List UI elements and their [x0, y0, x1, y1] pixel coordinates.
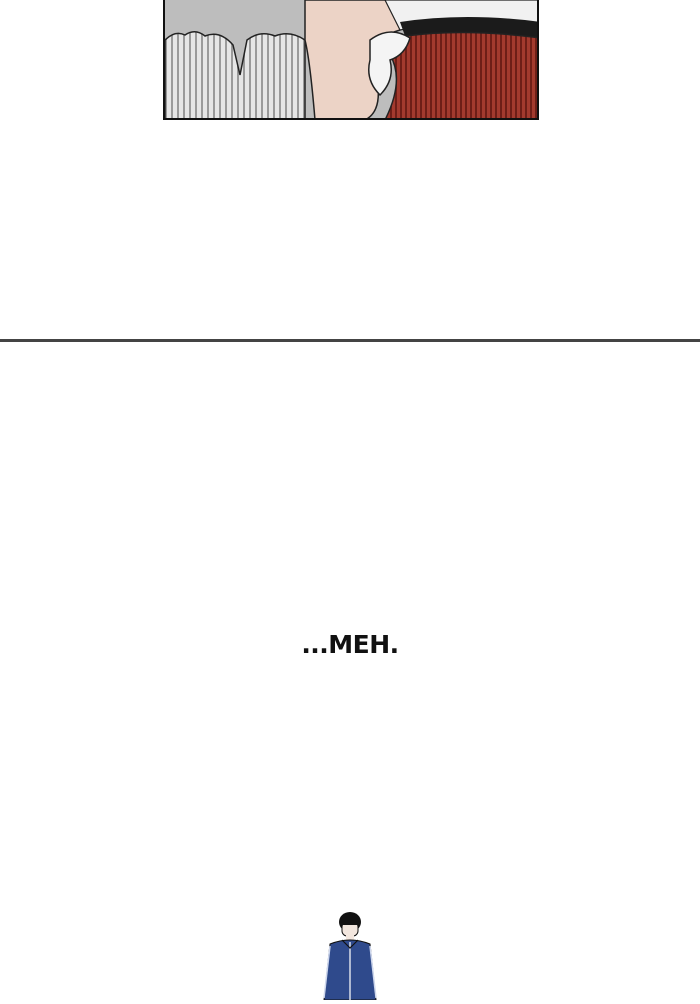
red-region — [385, 32, 539, 120]
panel-art — [165, 0, 539, 120]
dialogue-text: ...MEH. — [301, 630, 399, 659]
comic-panel-top — [163, 0, 539, 120]
character-figure — [318, 910, 382, 1000]
panel-divider — [0, 339, 700, 342]
